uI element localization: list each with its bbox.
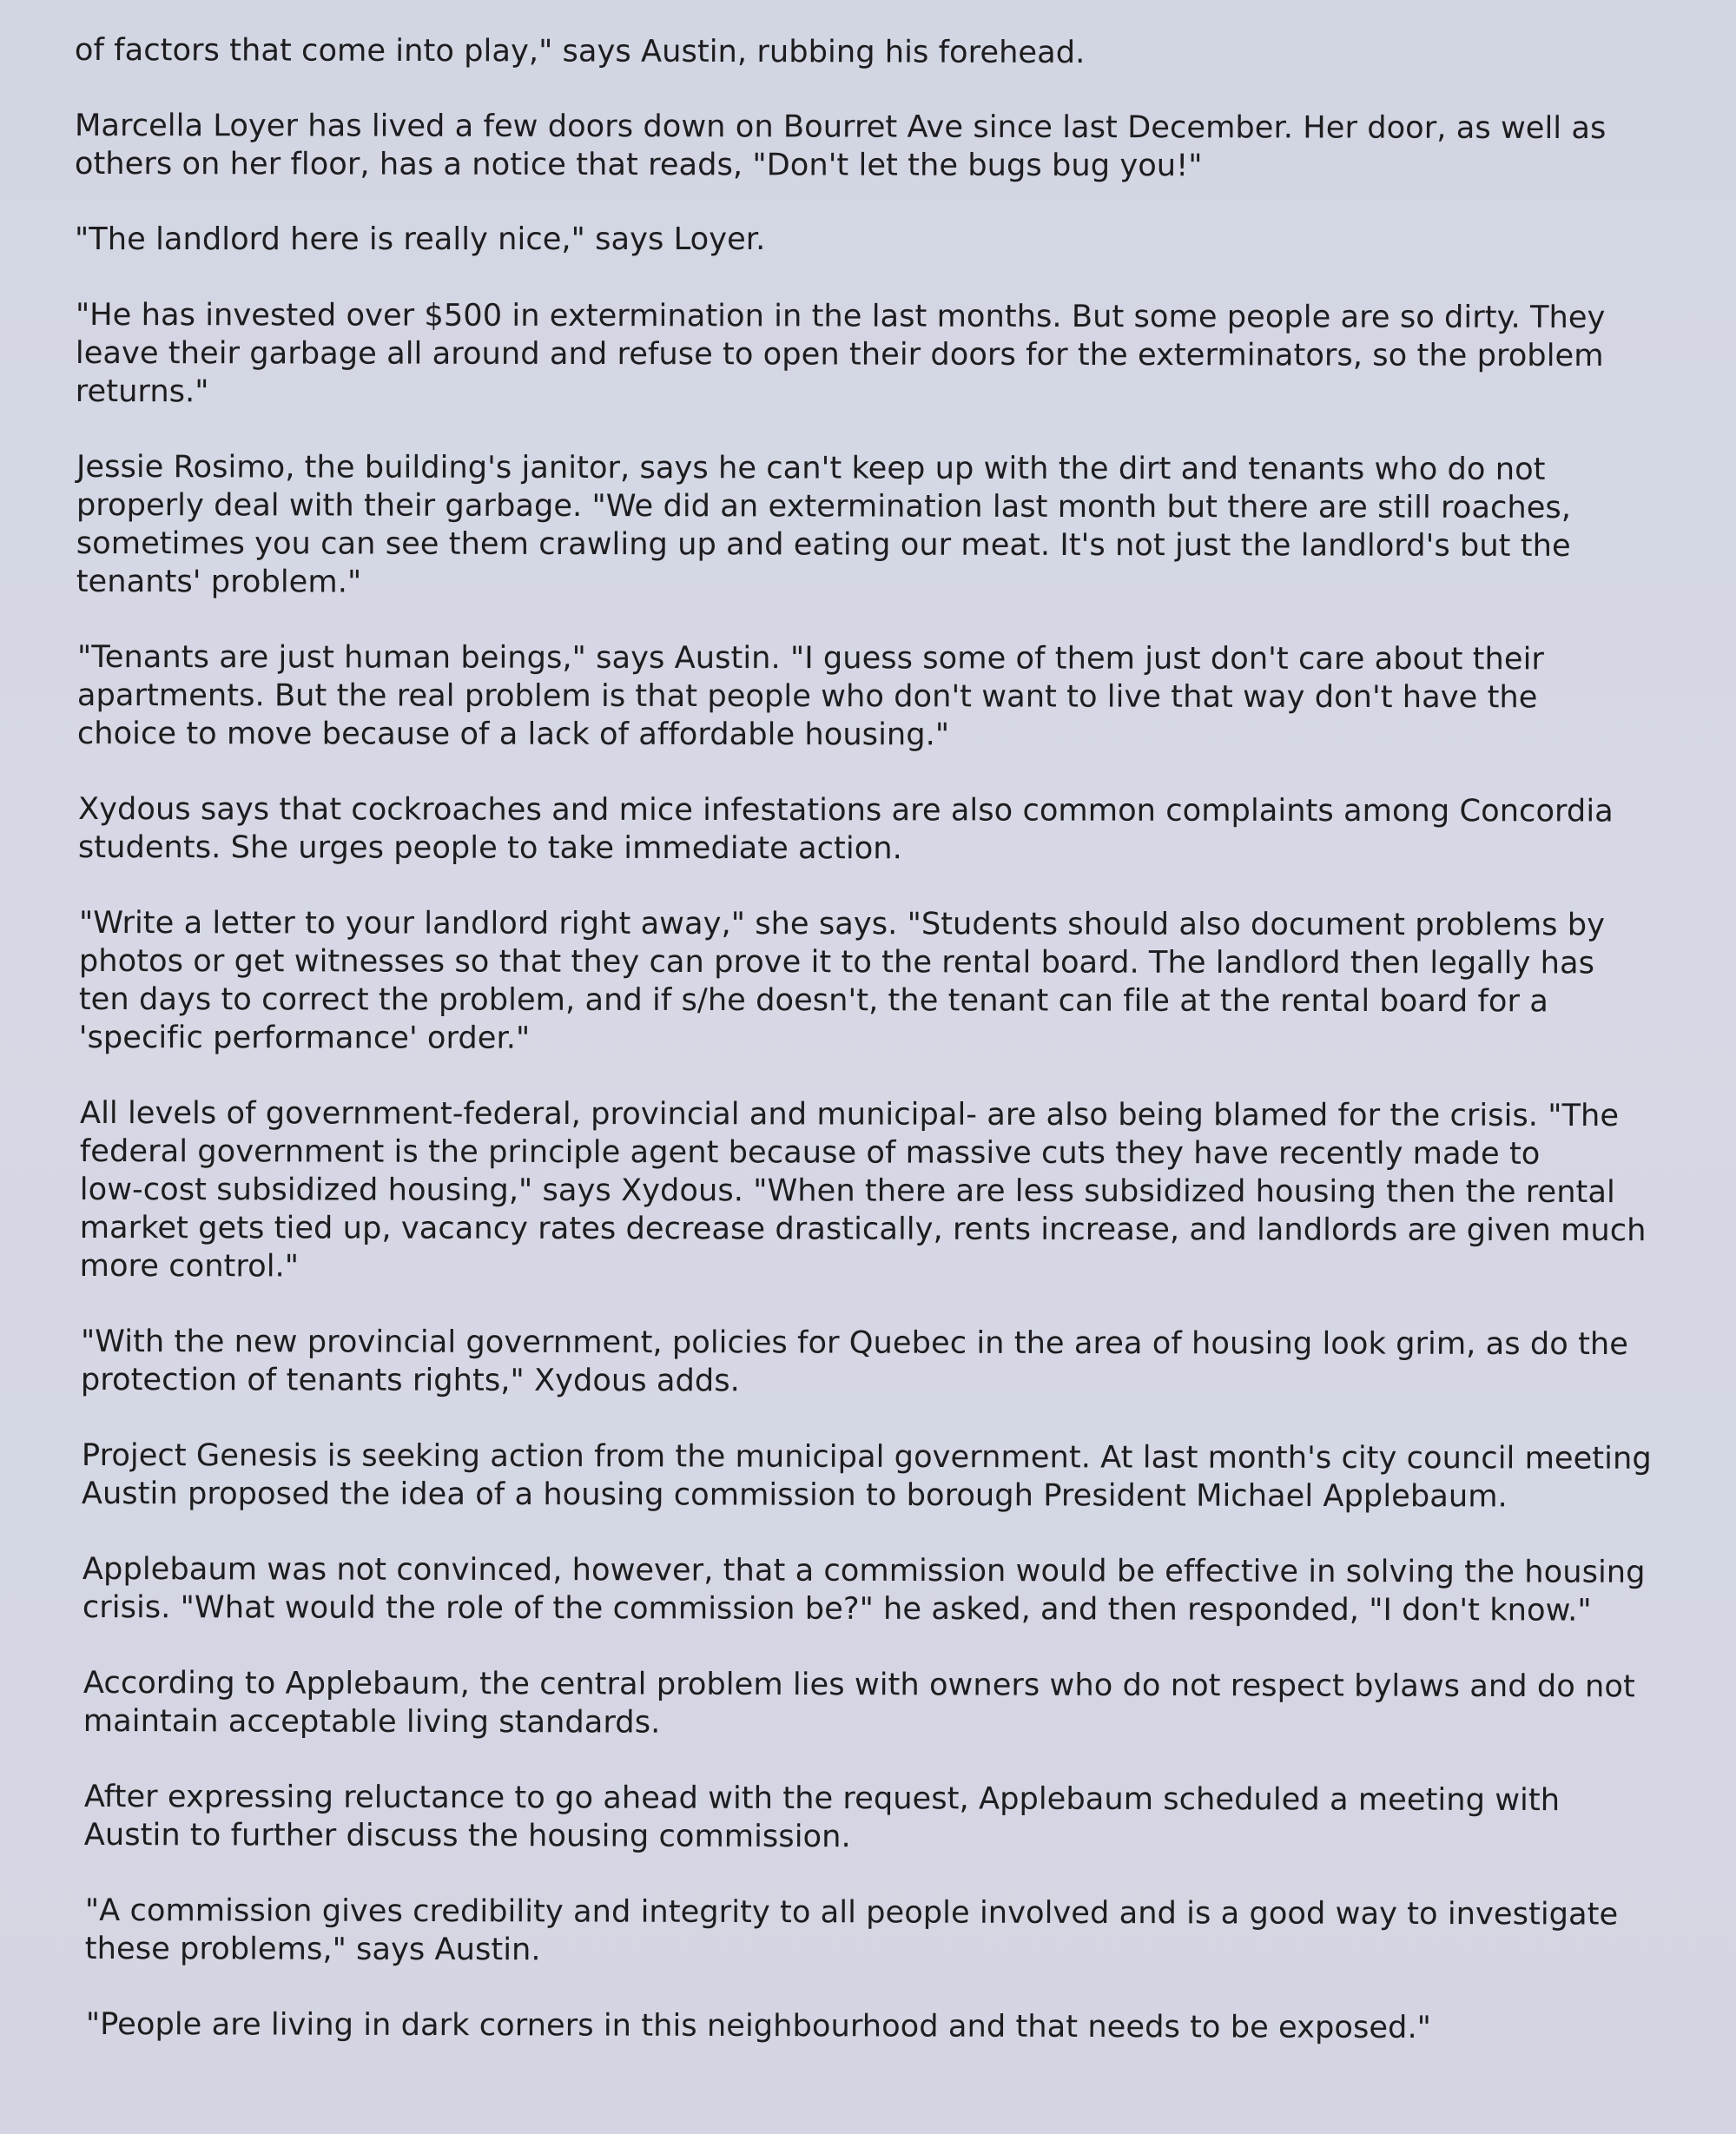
paragraph: "With the new provincial government, policies for Quebec in the area of housing look grim, as do the protection of tenants rights," Xydous adds. xyxy=(80,1324,1629,1399)
paragraph: Applebaum was not convinced, however, that a commission would be effective in solving the housing crisis. "What would the role of the commission be?" he asked, and then responded, "I don't know." xyxy=(82,1551,1646,1629)
paragraph: "Write a letter to your landlord right away," she says. "Students should also document problems by photos or get witnesses so that they can prove it to the rental board. The landlord then legally has ten days to correct the problem, and if s/he doesn't, the tenant can file at the rental board for a 'specific performance' order." xyxy=(78,905,1606,1056)
paragraph: "He has invested over $500 in extermination in the last months. But some people are so dirty. They leave their garbage all around and refuse to open their doors for the exterminators, so the problem returns." xyxy=(75,297,1606,410)
paragraph: Marcella Loyer has lived a few doors down on Bourret Ave since last December. Her door, as well as others on her floor, has a notice that reads, "Don't let the bugs bug you!" xyxy=(74,108,1607,184)
paragraph: All levels of government-federal, provincial and municipal- are also being blamed for the crisis. "The federal government is the principle agent because of massive cuts they have recently made to low-cost subsidized housing," says Xydous. "When there are less subsidized housing then the rental market gets tied up, vacancy rates decrease drastically, rents increase, and landlords are given much more control." xyxy=(79,1095,1647,1285)
paragraph: "The landlord here is really nice," says Loyer. xyxy=(75,221,766,257)
paragraph: "People are living in dark corners in this neighbourhood and that needs to be exposed." xyxy=(85,2006,1432,2046)
paragraph: Xydous says that cockroaches and mice infestations are also common complaints among Concordia students. She urges people to take immediate action. xyxy=(77,791,1614,867)
paragraph: "A commission gives credibility and integrity to all people involved and is a good way to investigate these problems," says Austin. xyxy=(84,1893,1619,1968)
paragraph: According to Applebaum, the central problem lies with owners who do not respect bylaws and do not maintain acceptable living standards. xyxy=(83,1665,1635,1741)
paragraph: Project Genesis is seeking action from the municipal government. At last month's city council meeting Austin proposed the idea of a housing commission to borough President Michael Applebaum. xyxy=(81,1437,1652,1515)
paragraph: "Tenants are just human beings," says Austin. "I guess some of them just don't care about their apartments. But the real problem is that people who don't want to live that way don't have the choice to move because of a lack of affordable housing." xyxy=(76,639,1544,753)
paragraph: Jessie Rosimo, the building's janitor, says he can't keep up with the dirt and tenants who do not properly deal with their garbage. "We did an extermination last month but there are still roaches, sometimes you can see them crawling up and eating our meat. It's not just the landlord's but the tenants' problem." xyxy=(76,449,1572,600)
article-body xyxy=(75,31,1707,2081)
paragraph: After expressing reluctance to go ahead with the request, Applebaum scheduled a meeting with Austin to further discuss the housing commission. xyxy=(83,1779,1561,1855)
paragraph: of factors that come into play," says Austin, rubbing his forehead. xyxy=(74,31,1086,71)
